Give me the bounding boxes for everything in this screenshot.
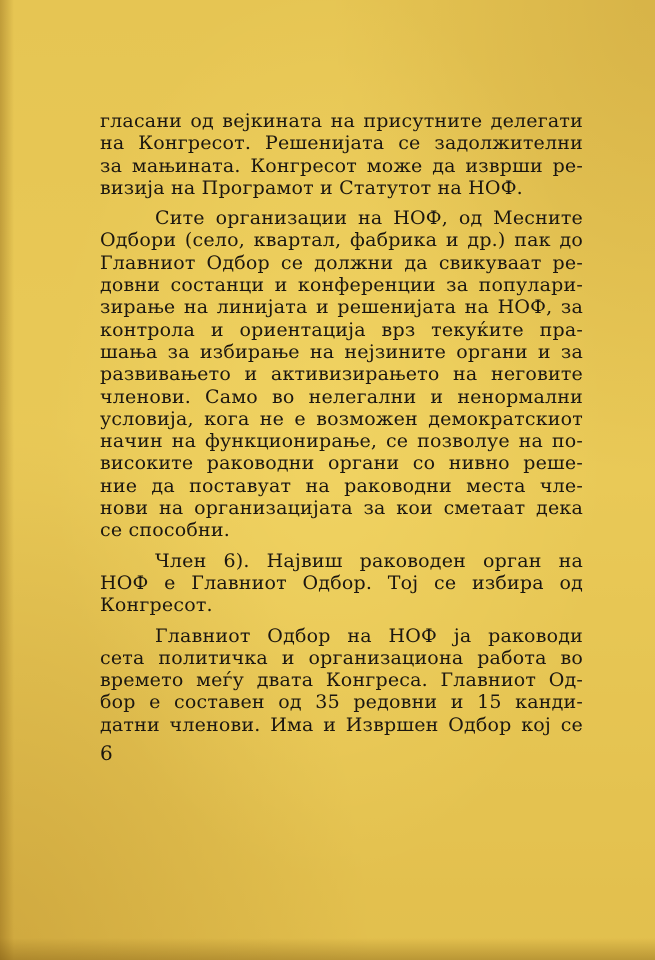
- text-line: Одбори (село, квартал, фабрика и др.) пак до: [100, 229, 583, 252]
- text-line: НОФ е Главниот Одбор. Тој се избира од: [100, 571, 583, 594]
- text-line: членови. Само во нелегални и ненормални: [100, 385, 583, 408]
- text-line: на Конгресот. Решенијата се задолжителни: [100, 132, 583, 155]
- text-line: довни состанци и конференции за популари-: [100, 274, 583, 297]
- text-line: начин на функционирање, се позволуе на по-: [100, 430, 583, 453]
- page-edge-shadow-left: [0, 0, 14, 960]
- text-line: Конгресот.: [100, 594, 213, 617]
- paragraph-4: [100, 625, 583, 736]
- text-line: шања за избирање на нејзините органи и за: [100, 340, 583, 363]
- page-number: 6: [100, 741, 113, 765]
- text-line: се способни.: [100, 519, 230, 542]
- text-line: Член 6). Највиш раководен орган на: [155, 549, 583, 572]
- text-line: контрола и ориентација врз текуќите пра-: [100, 318, 583, 341]
- body-text: [100, 110, 583, 744]
- paragraph-2: [100, 207, 583, 541]
- text-line: ние да поставуат на раководни места чле-: [100, 474, 583, 497]
- paragraph-1: [100, 110, 583, 199]
- text-line: времето меѓу двата Конгреса. Главниот Од-: [100, 669, 583, 692]
- text-line: визија на Програмот и Статутот на НОФ.: [100, 176, 523, 199]
- text-line: за мањината. Конгресот може да изврши ре-: [100, 154, 583, 177]
- text-line: гласани од вејкината на присутните делегати: [100, 110, 583, 132]
- text-line: зирање на линијата и решенијата на НОФ, за: [100, 296, 583, 319]
- text-line: условија, кога не е возможен демократскиот: [100, 407, 583, 430]
- text-line: сета политичка и организациона работа во: [100, 646, 583, 669]
- text-line: бор е составен од 35 редовни и 15 канди-: [100, 691, 583, 714]
- text-line: развивањето и активизирањето на неговите: [100, 363, 583, 386]
- text-line: Главниот Одбор на НОФ ја раководи: [155, 624, 583, 647]
- text-line: Главниот Одбор се должни да свикуваат ре-: [100, 251, 583, 274]
- page-edge-shadow-bottom: [0, 938, 655, 960]
- text-line: нови на организацијата за кои сметаат дека: [100, 497, 583, 520]
- text-line: високите раководни органи со нивно реше-: [100, 452, 583, 475]
- text-line: Сите организации на НОФ, од Месните: [155, 207, 583, 230]
- text-line: датни членови. Има и Извршен Одбор кој се: [100, 713, 583, 736]
- paragraph-3: [100, 550, 583, 617]
